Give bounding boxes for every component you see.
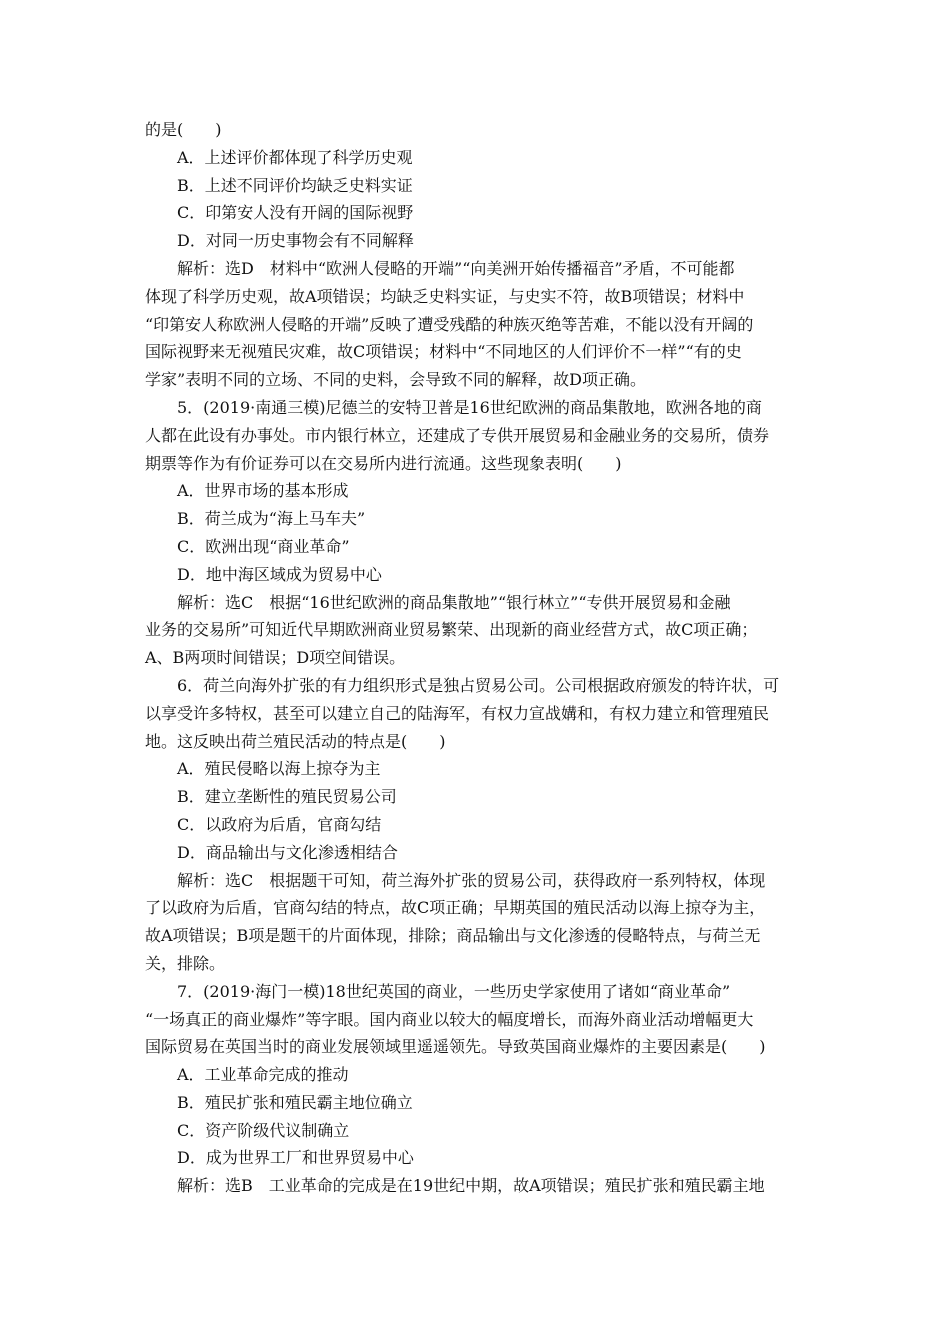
text-line: 5．(2019·南通三模)尼德兰的安特卫普是16世纪欧洲的商品集散地，欧洲各地的商 (177, 397, 762, 417)
text-line: 解析：选B 工业革命的完成是在19世纪中期，故A项错误；殖民扩张和殖民霸主地 (177, 1176, 765, 1196)
text-line: 业务的交易所”可知近代早期欧洲商业贸易繁荣、出现新的商业经营方式，故C项正确； (145, 620, 758, 640)
text-line: 的是( ) (145, 120, 222, 139)
text-line: 国际贸易在英国当时的商业发展领域里遥遥领先。导致英国商业爆炸的主要因素是( ) (145, 1037, 766, 1057)
text-line: 故A项错误；B项是题干的片面体现，排除；商品输出与文化渗透的侵略特点，与荷兰无 (145, 926, 761, 946)
text-line: D．成为世界工厂和世界贸易中心 (177, 1148, 414, 1168)
text-line: 以享受许多特权，甚至可以建立自己的陆海军，有权力宣战媾和，有权力建立和管理殖民 (145, 703, 770, 723)
text-line: A、B两项时间错误；D项空间错误。 (145, 648, 406, 668)
text-line: C．印第安人没有开阔的国际视野 (177, 203, 414, 223)
text-line: 解析：选C 根据题干可知，荷兰海外扩张的贸易公司，获得政府一系列特权，体现 (177, 870, 766, 890)
text-line: A．上述评价都体现了科学历史观 (177, 147, 413, 167)
text-line: 解析：选C 根据“16世纪欧洲的商品集散地”“银行林立”“专供开展贸易和金融 (177, 592, 731, 612)
text-line: A．殖民侵略以海上掠夺为主 (177, 759, 381, 779)
text-line: B．建立垄断性的殖民贸易公司 (177, 787, 397, 807)
text-line: A．工业革命完成的推动 (177, 1065, 349, 1085)
text-line: “印第安人称欧洲人侵略的开端”反映了遭受残酷的种族灭绝等苦难，不能以没有开阔的 (145, 314, 754, 334)
text-line: C．欧洲出现“商业革命” (177, 536, 350, 556)
text-line: 国际视野来无视殖民灾难，故C项错误；材料中“不同地区的人们评价不一样”“有的史 (145, 342, 742, 362)
text-line: “一场真正的商业爆炸”等字眼。国内商业以较大的幅度增长，而海外商业活动增幅更大 (145, 1009, 754, 1029)
text-line: 关，排除。 (145, 953, 226, 973)
text-line: 人都在此设有办事处。市内银行林立，还建成了专供开展贸易和金融业务的交易所，债券 (145, 425, 770, 445)
text-line: 6．荷兰向海外扩张的有力组织形式是独占贸易公司。公司根据政府颁发的特许状，可 (177, 675, 780, 695)
text-line: D．地中海区域成为贸易中心 (177, 564, 382, 584)
text-line: A．世界市场的基本形成 (177, 481, 349, 501)
text-line: B．荷兰成为“海上马车夫” (177, 509, 366, 529)
text-line: 期票等作为有价证券可以在交易所内进行流通。这些现象表明( ) (145, 453, 622, 473)
text-line: 学家”表明不同的立场、不同的史料，会导致不同的解释，故D项正确。 (145, 370, 647, 390)
text-line: 了以政府为后盾，官商勾结的特点，故C项正确；早期英国的殖民活动以海上掠夺为主， (145, 898, 766, 918)
text-line: D．商品输出与文化渗透相结合 (177, 842, 398, 862)
text-line: C．资产阶级代议制确立 (177, 1120, 350, 1140)
text-line: 体现了科学历史观，故A项错误；均缺乏史料实证，与史实不符，故B项错误；材料中 (145, 286, 745, 306)
text-line: 地。这反映出荷兰殖民活动的特点是( ) (145, 731, 446, 751)
text-line: 解析：选D 材料中“欧洲人侵略的开端”“向美洲开始传播福音”矛盾，不可能都 (177, 258, 735, 278)
text-line: 7．(2019·海门一模)18世纪英国的商业，一些历史学家使用了诸如“商业革命” (177, 981, 731, 1001)
text-line: C．以政府为后盾，官商勾结 (177, 814, 382, 834)
document-body (145, 116, 815, 1200)
text-line: B．上述不同评价均缺乏史料实证 (177, 175, 413, 195)
text-line: B．殖民扩张和殖民霸主地位确立 (177, 1092, 413, 1112)
text-line: D．对同一历史事物会有不同解释 (177, 231, 414, 251)
